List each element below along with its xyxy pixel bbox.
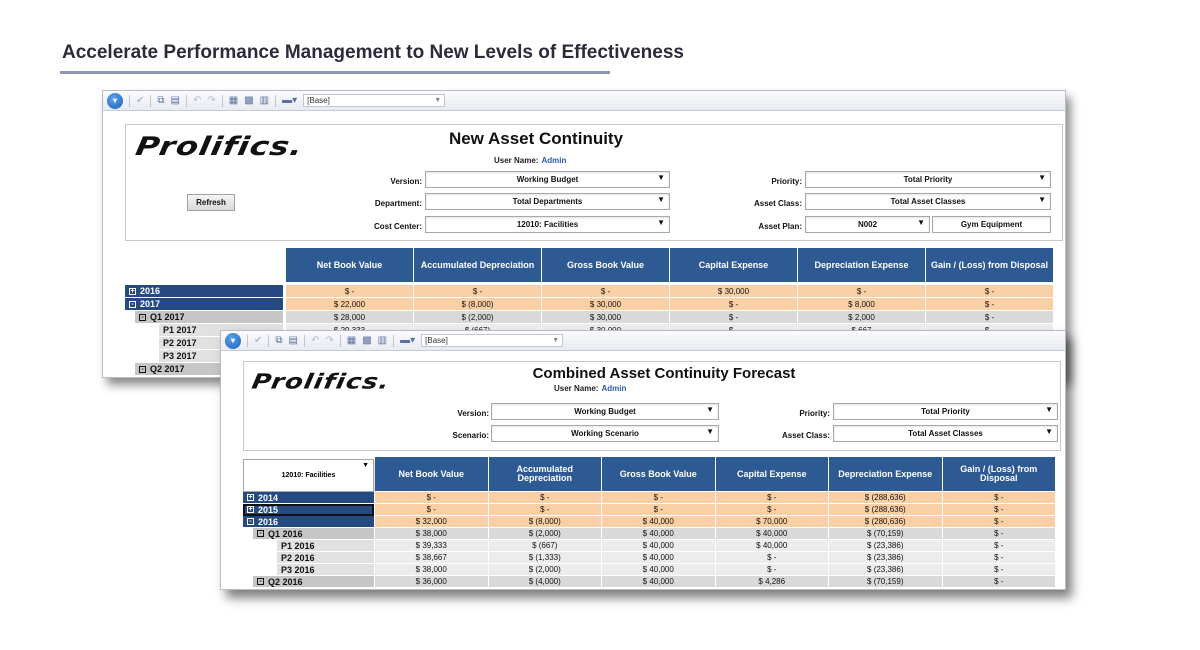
department-select[interactable] (425, 193, 670, 210)
row-label: Q2 2016 (268, 576, 303, 587)
data-cell[interactable]: $ 38,000 (375, 564, 489, 576)
department-value: Total Departments (512, 197, 583, 206)
row-header[interactable] (125, 285, 283, 298)
data-cell[interactable]: $ 2,000 (798, 311, 926, 324)
data-cell[interactable]: $ (667) (489, 540, 603, 552)
chevron-down-icon: ▼ (657, 173, 665, 182)
column-header: Gross Book Value (542, 248, 670, 282)
row-label: Q1 2017 (150, 312, 185, 322)
toolbar-divider (247, 335, 248, 347)
asset-plan-name-value: Gym Equipment (960, 220, 1023, 229)
chevron-down-icon: ▼ (1038, 195, 1046, 204)
row-label: P2 2017 (163, 338, 197, 348)
row-header[interactable] (253, 528, 374, 540)
row-label: P2 2016 (281, 552, 315, 563)
refresh-button[interactable]: Refresh (187, 194, 235, 211)
data-cell[interactable]: $ - (602, 492, 716, 504)
data-cell[interactable]: $ - (926, 298, 1054, 311)
asset-class-label: Asset Class: (753, 199, 802, 208)
data-cell[interactable]: $ (70,159) (829, 576, 943, 588)
cost-center-context-value: 12010: Facilities (281, 472, 336, 479)
toolbar (103, 91, 1065, 111)
chevron-down-icon: ▼ (657, 195, 665, 204)
version-value: Working Budget (516, 175, 579, 184)
data-cell[interactable]: $ (2,000) (414, 311, 542, 324)
asset-class-label: Asset Class: (781, 431, 830, 440)
data-cell[interactable]: $ 40,000 (602, 528, 716, 540)
column-header: Gross Book Value (602, 457, 716, 491)
column-header: Depreciation Expense (829, 457, 943, 491)
data-cell[interactable]: $ (23,386) (829, 552, 943, 564)
parameter-panel (125, 124, 1063, 241)
data-cell[interactable]: $ - (489, 504, 603, 516)
priority-label: Priority: (799, 409, 830, 418)
toolbar-divider (268, 335, 269, 347)
calc-icon[interactable]: ▩ (244, 95, 254, 106)
undo-icon[interactable]: ↶ (310, 335, 320, 346)
grid-icon[interactable]: ▦ (346, 335, 357, 346)
form-title: New Asset Continuity (448, 129, 624, 148)
row-label: 2016 (258, 516, 279, 527)
data-cell[interactable]: $ - (375, 492, 489, 504)
row-header[interactable] (243, 504, 374, 516)
data-cell[interactable]: $ - (716, 552, 830, 564)
combined-asset-continuity-window (220, 330, 1066, 590)
asset-plan-value: N002 (857, 220, 878, 229)
calc-icon[interactable]: ▩ (362, 335, 372, 346)
data-cell[interactable]: $ - (716, 564, 830, 576)
cost-center-select[interactable] (425, 216, 670, 233)
asset-plan-select[interactable] (805, 216, 930, 233)
row-header[interactable] (125, 298, 283, 311)
data-cell[interactable]: $ (8,000) (489, 516, 603, 528)
chevron-down-icon: ▼ (362, 462, 369, 469)
sheet-select[interactable] (421, 334, 563, 347)
data-cell[interactable]: $ 30,000 (542, 311, 670, 324)
cost-center-value: 12010: Facilities (516, 220, 579, 229)
data-cell[interactable]: $ (288,636) (829, 504, 943, 516)
row-label: P1 2016 (281, 540, 315, 551)
chevron-down-icon: ▼ (552, 337, 560, 344)
row-header[interactable] (135, 311, 283, 324)
data-cell[interactable]: $ - (943, 528, 1057, 540)
version-select[interactable] (425, 171, 670, 188)
menu-icon[interactable]: ▾ (107, 93, 123, 109)
slide-title: Accelerate Performance Management to New Levels of Effectiveness (62, 42, 684, 63)
row-label: 2016 (140, 286, 161, 296)
data-cell[interactable]: $ (8,000) (414, 298, 542, 311)
row-label: 2015 (258, 504, 279, 515)
prolifics-logo: Prolifics. (249, 370, 392, 394)
data-cell[interactable]: $ 70,000 (716, 516, 830, 528)
priority-value: Total Priority (921, 407, 970, 416)
row-label: 2017 (140, 299, 161, 309)
data-cell[interactable]: $ 40,000 (602, 552, 716, 564)
chevron-down-icon: ▼ (657, 218, 665, 227)
data-cell[interactable]: $ (70,159) (829, 528, 943, 540)
priority-select[interactable] (805, 171, 1051, 188)
toolbar (221, 331, 1065, 351)
department-label: Department: (374, 199, 422, 208)
chevron-down-icon: ▼ (1045, 405, 1053, 414)
redo-icon[interactable]: ↷ (207, 95, 216, 106)
data-cell[interactable]: $ (1,333) (489, 552, 603, 564)
column-header: Accumulated Depreciation (414, 248, 542, 282)
chevron-down-icon: ▼ (1045, 427, 1053, 436)
user-name-line (494, 156, 566, 165)
data-cell[interactable]: $ - (286, 285, 414, 298)
chart-icon[interactable]: ▥ (259, 95, 270, 106)
save-icon[interactable]: ▬▾ (400, 335, 416, 346)
data-cell[interactable]: $ 40,000 (602, 540, 716, 552)
data-cell[interactable]: $ - (670, 298, 798, 311)
data-cell[interactable]: $ (2,000) (489, 564, 603, 576)
priority-value: Total Priority (903, 175, 953, 184)
data-cell[interactable]: $ 39,333 (375, 540, 489, 552)
data-cell[interactable]: $ - (716, 504, 830, 516)
toolbar-divider (393, 335, 394, 347)
data-cell[interactable]: $ 22,000 (286, 298, 414, 311)
scenario-label: Scenario: (452, 431, 489, 440)
asset-class-value: Total Asset Classes (890, 197, 966, 206)
column-header: Accumulated Depreciation (489, 457, 603, 491)
scenario-select[interactable] (491, 425, 719, 442)
data-cell[interactable]: $ 30,000 (542, 298, 670, 311)
toolbar-divider (150, 95, 151, 107)
redo-icon[interactable]: ↷ (325, 335, 334, 346)
data-cell[interactable]: $ 4,286 (716, 576, 830, 588)
data-cell[interactable]: $ - (926, 285, 1054, 298)
data-cell[interactable]: $ 36,000 (375, 576, 489, 588)
data-cell[interactable]: $ 40,000 (602, 564, 716, 576)
row-label: Q1 2016 (268, 528, 303, 539)
toolbar-divider (340, 335, 341, 347)
sheet-select[interactable] (303, 94, 445, 107)
column-header: Gain / (Loss) from Disposal (943, 457, 1057, 491)
row-label: P3 2017 (163, 351, 197, 361)
data-cell[interactable]: $ - (943, 564, 1057, 576)
asset-class-value: Total Asset Classes (908, 429, 983, 438)
cost-center-context-select[interactable] (243, 459, 374, 492)
column-header: Capital Expense (670, 248, 798, 282)
row-header[interactable] (243, 516, 374, 528)
undo-icon[interactable]: ↶ (192, 95, 202, 106)
collapse-icon[interactable]: - (129, 301, 136, 308)
expand-icon[interactable]: + (130, 287, 135, 295)
expand-icon[interactable]: + (248, 506, 253, 513)
user-name-line (554, 384, 626, 393)
column-header: Capital Expense (716, 457, 830, 491)
chart-icon[interactable]: ▥ (377, 335, 388, 346)
row-label: P1 2017 (163, 325, 197, 335)
data-cell[interactable]: $ - (943, 504, 1057, 516)
data-cell[interactable]: $ (2,000) (489, 528, 603, 540)
sheet-select-value: [Base] (425, 336, 448, 345)
row-header[interactable] (253, 576, 374, 588)
paste-icon[interactable]: ▤ (288, 335, 298, 346)
version-label: Version: (390, 177, 422, 186)
data-cell[interactable]: $ (23,386) (829, 564, 943, 576)
chevron-down-icon: ▼ (706, 405, 714, 414)
data-cell[interactable]: $ 8,000 (798, 298, 926, 311)
row-label: P3 2016 (281, 564, 315, 575)
chevron-down-icon: ▼ (917, 218, 925, 227)
priority-select[interactable] (833, 403, 1058, 420)
check-icon[interactable]: ✔ (254, 335, 263, 346)
data-cell[interactable]: $ 40,000 (602, 576, 716, 588)
row-header[interactable] (277, 540, 374, 552)
data-cell[interactable]: $ 30,000 (670, 285, 798, 298)
collapse-icon[interactable]: - (257, 578, 264, 585)
data-cell[interactable]: $ - (943, 576, 1057, 588)
data-cell[interactable]: $ - (375, 504, 489, 516)
grid-icon[interactable]: ▦ (228, 95, 239, 106)
asset-class-select[interactable] (833, 425, 1058, 442)
column-header: Depreciation Expense (798, 248, 926, 282)
title-underline (60, 71, 610, 74)
data-cell[interactable]: $ (23,386) (829, 540, 943, 552)
data-cell[interactable]: $ - (798, 285, 926, 298)
collapse-icon[interactable]: - (139, 366, 146, 373)
version-select[interactable] (491, 403, 719, 420)
toolbar-divider (304, 335, 305, 347)
data-cell[interactable]: $ - (926, 311, 1054, 324)
version-value: Working Budget (574, 407, 636, 416)
data-cell[interactable]: $ - (670, 311, 798, 324)
data-cell[interactable]: $ - (489, 492, 603, 504)
row-header[interactable] (277, 552, 374, 564)
paste-icon[interactable]: ▤ (170, 95, 180, 106)
column-header: Gain / (Loss) from Disposal (926, 248, 1054, 282)
toolbar-divider (129, 95, 130, 107)
priority-label: Priority: (771, 177, 802, 186)
save-icon[interactable]: ▬▾ (282, 95, 298, 106)
data-cell[interactable]: $ - (943, 492, 1057, 504)
expand-icon[interactable]: + (248, 494, 253, 501)
data-cell[interactable]: $ 40,000 (716, 528, 830, 540)
data-cell[interactable]: $ - (542, 285, 670, 298)
toolbar-divider (222, 95, 223, 107)
data-cell[interactable]: $ 38,667 (375, 552, 489, 564)
copy-icon[interactable]: ⧉ (157, 95, 165, 106)
asset-class-select[interactable] (805, 193, 1051, 210)
chevron-down-icon: ▼ (434, 97, 442, 104)
data-cell[interactable]: $ (4,000) (489, 576, 603, 588)
data-cell[interactable]: $ - (414, 285, 542, 298)
toolbar-divider (275, 95, 276, 107)
data-cell[interactable]: $ (288,636) (829, 492, 943, 504)
collapse-icon[interactable]: - (247, 518, 254, 525)
data-cell[interactable]: $ 28,000 (286, 311, 414, 324)
column-header: Net Book Value (375, 457, 489, 491)
data-cell[interactable]: $ (280,636) (829, 516, 943, 528)
data-cell[interactable]: $ 40,000 (602, 516, 716, 528)
row-header[interactable] (243, 492, 374, 504)
row-label: Q2 2017 (150, 364, 185, 374)
prolifics-logo: Prolifics. (133, 130, 306, 162)
toolbar-divider (186, 95, 187, 107)
chevron-down-icon: ▼ (1038, 173, 1046, 182)
cost-center-label: Cost Center: (373, 222, 422, 231)
asset-plan-name (932, 216, 1051, 233)
data-cell[interactable]: $ - (602, 504, 716, 516)
data-cell[interactable]: $ - (943, 516, 1057, 528)
asset-plan-label: Asset Plan: (758, 222, 802, 231)
data-cell[interactable]: $ - (943, 540, 1057, 552)
check-icon[interactable]: ✔ (136, 95, 145, 106)
row-label: 2014 (258, 492, 279, 503)
data-cell[interactable]: $ - (716, 492, 830, 504)
data-cell[interactable]: $ - (943, 552, 1057, 564)
form-title: Combined Asset Continuity Forecast (532, 365, 796, 382)
parameter-panel (243, 361, 1061, 451)
copy-icon[interactable]: ⧉ (275, 335, 283, 346)
collapse-icon[interactable]: - (139, 314, 146, 321)
column-header: Net Book Value (286, 248, 414, 282)
row-header[interactable] (277, 564, 374, 576)
user-name-label: User Name: (494, 156, 539, 165)
version-label: Version: (457, 409, 489, 418)
scenario-value: Working Scenario (571, 429, 639, 438)
menu-icon[interactable]: ▾ (225, 333, 241, 349)
user-name-value: Admin (541, 156, 567, 165)
collapse-icon[interactable]: - (257, 530, 264, 537)
user-name-value: Admin (601, 384, 627, 393)
data-cell[interactable]: $ 38,000 (375, 528, 489, 540)
sheet-select-value: [Base] (307, 96, 330, 105)
chevron-down-icon: ▼ (706, 427, 714, 436)
data-cell[interactable]: $ 32,000 (375, 516, 489, 528)
data-cell[interactable]: $ 40,000 (716, 540, 830, 552)
user-name-label: User Name: (554, 384, 599, 393)
